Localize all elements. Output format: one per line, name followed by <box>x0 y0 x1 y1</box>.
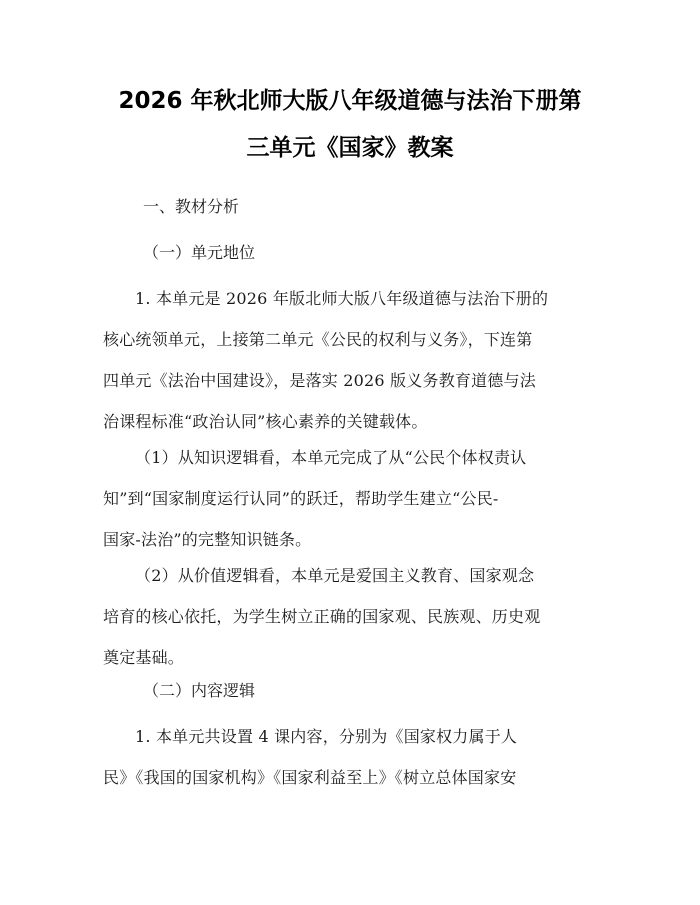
subsection-heading-unit-position: （一）单元地位 <box>143 243 256 262</box>
section-heading-analysis: 一、教材分析 <box>143 197 240 216</box>
document-title-line-1: 2026 年秋北师大版八年级道德与法治下册第 <box>118 88 582 114</box>
paragraph-unit-position <box>103 278 600 442</box>
paragraph-line: 1. 本单元是 2026 年版北师大版八年级道德与法治下册的 <box>135 289 549 308</box>
paragraph-line: 核心统领单元，上接第二单元《公民的权利与义务》，下连第 <box>103 330 533 349</box>
paragraph-knowledge-logic <box>103 437 600 560</box>
paragraph-line: 1. 本单元共设置 4 课内容，分别为《国家权力属于人 <box>135 727 518 746</box>
paragraph-line: （2）从价值逻辑看，本单元是爱国主义教育、国家观念 <box>135 566 535 585</box>
paragraph-line: 奠定基础。 <box>103 648 185 667</box>
paragraph-content-logic <box>103 716 600 798</box>
paragraph-line: 培育的核心依托，为学生树立正确的国家观、民族观、历史观 <box>103 607 541 626</box>
document-title-line-2: 三单元《国家》教案 <box>246 135 454 161</box>
paragraph-line: （1）从知识逻辑看，本单元完成了从“公民个体权责认 <box>135 448 527 467</box>
paragraph-line: 民》《我国的国家机构》《国家利益至上》《树立总体国家安 <box>103 768 517 787</box>
paragraph-line: 治课程标准“政治认同”核心素养的关键载体。 <box>103 412 428 431</box>
paragraph-line: 四单元《法治中国建设》，是落实 2026 版义务教育道德与法 <box>103 371 536 390</box>
paragraph-value-logic <box>103 555 600 678</box>
subsection-heading-content-logic: （二）内容逻辑 <box>143 681 256 700</box>
paragraph-line: 国家-法治”的完整知识链条。 <box>103 530 312 549</box>
paragraph-line: 知”到“国家制度运行认同”的跃迁，帮助学生建立“公民- <box>103 489 499 508</box>
